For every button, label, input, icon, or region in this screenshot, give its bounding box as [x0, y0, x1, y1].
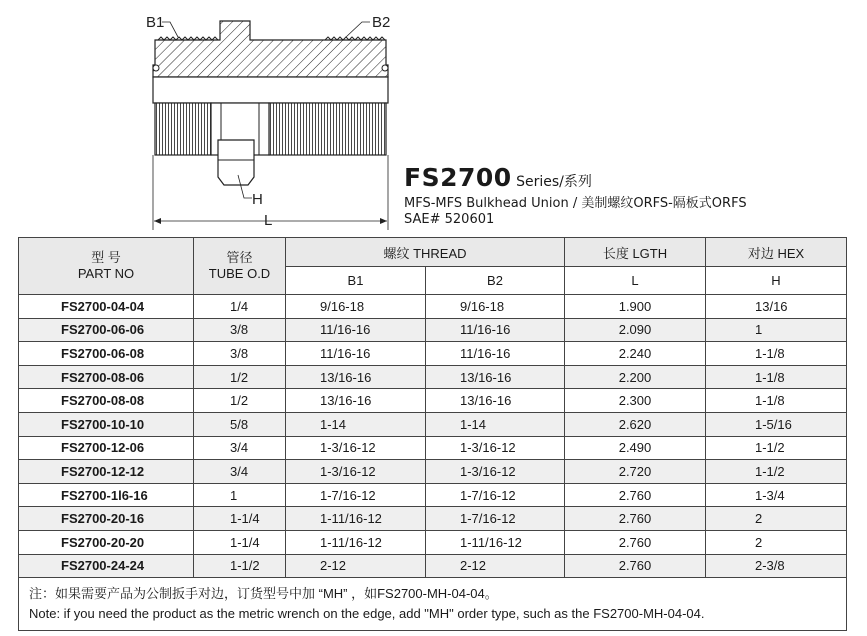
header-hex: 对边 HEX [706, 238, 847, 267]
part-no-cell: FS2700-20-16 [19, 507, 194, 531]
thread-b1-cell: 1-11/16-12 [286, 530, 426, 554]
label-b1: B1 [146, 14, 165, 31]
length-cell: 2.620 [565, 412, 706, 436]
label-l: L [264, 212, 273, 229]
hex-cell: 2-3/8 [706, 554, 847, 578]
product-code: FS2700 [404, 163, 512, 192]
part-no-cell: FS2700-08-06 [19, 365, 194, 389]
length-cell: 2.240 [565, 342, 706, 366]
tube-od-cell: 1-1/4 [194, 530, 286, 554]
table-row [19, 342, 847, 366]
tube-od-cell: 1 [194, 483, 286, 507]
thread-b2-cell: 13/16-16 [426, 389, 565, 413]
thread-b1-cell: 11/16-16 [286, 342, 426, 366]
length-cell: 1.900 [565, 295, 706, 319]
length-cell: 2.490 [565, 436, 706, 460]
table-row [19, 412, 847, 436]
thread-b2-cell: 9/16-18 [426, 295, 565, 319]
part-no-cell: FS2700-06-08 [19, 342, 194, 366]
thread-b1-cell: 1-3/16-12 [286, 436, 426, 460]
thread-b1-cell: 1-14 [286, 412, 426, 436]
table-row [19, 318, 847, 342]
part-no-cell: FS2700-06-06 [19, 318, 194, 342]
thread-b1-cell: 1-3/16-12 [286, 460, 426, 484]
hex-cell: 1-3/4 [706, 483, 847, 507]
thread-b1-cell: 1-11/16-12 [286, 507, 426, 531]
hex-cell: 1-5/16 [706, 412, 847, 436]
thread-b2-cell: 11/16-16 [426, 318, 565, 342]
header-thread: 螺纹 THREAD [286, 238, 565, 267]
tube-od-cell: 5/8 [194, 412, 286, 436]
length-cell: 2.720 [565, 460, 706, 484]
table-row [19, 554, 847, 578]
tube-od-cell: 1/2 [194, 365, 286, 389]
part-no-cell: FS2700-12-12 [19, 460, 194, 484]
tube-od-cell: 1/2 [194, 389, 286, 413]
bore [153, 77, 388, 103]
length-cell: 2.760 [565, 507, 706, 531]
tube-od-cell: 3/8 [194, 342, 286, 366]
part-no-cell: FS2700-04-04 [19, 295, 194, 319]
hex-nut [218, 140, 254, 185]
header-l: L [565, 267, 706, 295]
thread-b1-cell: 2-12 [286, 554, 426, 578]
header-tube-od: 管径 TUBE O.D [194, 238, 286, 295]
fitting-drawing [140, 5, 400, 230]
part-no-cell: FS2700-24-24 [19, 554, 194, 578]
header-b2: B2 [426, 267, 565, 295]
table-row [19, 436, 847, 460]
section-wall [153, 21, 388, 77]
tube-od-cell: 1/4 [194, 295, 286, 319]
thread-b2-cell: 1-3/16-12 [426, 460, 565, 484]
thread-b2-cell: 1-14 [426, 412, 565, 436]
length-cell: 2.300 [565, 389, 706, 413]
thread-b2-cell: 2-12 [426, 554, 565, 578]
tube-od-cell: 3/8 [194, 318, 286, 342]
tube-od-cell: 1-1/2 [194, 554, 286, 578]
hex-cell: 1-1/2 [706, 436, 847, 460]
thread-b2-cell: 1-7/16-12 [426, 483, 565, 507]
sae-number: SAE# 520601 [404, 212, 495, 227]
note-en: Note: if you need the product as the metric wrench on the edge, add "MH" order type, such as the FS2700-MH-04-04. [29, 606, 705, 622]
length-cell: 2.760 [565, 483, 706, 507]
thread-b1-cell: 13/16-16 [286, 389, 426, 413]
thread-b2-cell: 11/16-16 [426, 342, 565, 366]
thread-b2-cell: 1-3/16-12 [426, 436, 565, 460]
table-row [19, 295, 847, 319]
thread-body [155, 103, 386, 155]
table-row [19, 483, 847, 507]
order-note [19, 578, 847, 631]
table-row [19, 460, 847, 484]
part-no-cell: FS2700-20-20 [19, 530, 194, 554]
thread-b1-cell: 11/16-16 [286, 318, 426, 342]
spec-table [18, 237, 847, 631]
hex-cell: 13/16 [706, 295, 847, 319]
table-row [19, 530, 847, 554]
thread-b2-cell: 1-7/16-12 [426, 507, 565, 531]
tube-od-cell: 3/4 [194, 460, 286, 484]
tube-od-cell: 1-1/4 [194, 507, 286, 531]
header-h: H [706, 267, 847, 295]
thread-b1-cell: 13/16-16 [286, 365, 426, 389]
series-label: Series/系列 [516, 174, 592, 190]
label-h: H [252, 191, 263, 208]
hex-cell: 2 [706, 507, 847, 531]
hex-cell: 1-1/8 [706, 365, 847, 389]
header-b1: B1 [286, 267, 426, 295]
hex-cell: 1 [706, 318, 847, 342]
tube-od-cell: 3/4 [194, 436, 286, 460]
table-row [19, 389, 847, 413]
length-cell: 2.200 [565, 365, 706, 389]
note-cn: 注：如果需要产品为公制扳手对边，订货型号中加 “MH” ，如FS2700-MH-04-04。 [29, 586, 498, 602]
header-part-no: 型 号 PART NO [19, 238, 194, 295]
part-no-cell: FS2700-1l6-16 [19, 483, 194, 507]
length-cell: 2.760 [565, 530, 706, 554]
part-no-cell: FS2700-12-06 [19, 436, 194, 460]
part-no-cell: FS2700-08-08 [19, 389, 194, 413]
thread-b2-cell: 1-11/16-12 [426, 530, 565, 554]
length-cell: 2.090 [565, 318, 706, 342]
part-no-cell: FS2700-10-10 [19, 412, 194, 436]
header-length: 长度 LGTH [565, 238, 706, 267]
thread-b1-cell: 9/16-18 [286, 295, 426, 319]
hex-cell: 1-1/2 [706, 460, 847, 484]
hex-cell: 1-1/8 [706, 389, 847, 413]
label-b2: B2 [372, 14, 391, 31]
hex-cell: 2 [706, 530, 847, 554]
product-description: MFS-MFS Bulkhead Union / 美制螺纹ORFS-隔板式ORFS [404, 196, 747, 211]
length-cell: 2.760 [565, 554, 706, 578]
table-row [19, 507, 847, 531]
hex-cell: 1-1/8 [706, 342, 847, 366]
title-block [404, 164, 747, 228]
thread-b2-cell: 13/16-16 [426, 365, 565, 389]
table-row [19, 365, 847, 389]
thread-b1-cell: 1-7/16-12 [286, 483, 426, 507]
